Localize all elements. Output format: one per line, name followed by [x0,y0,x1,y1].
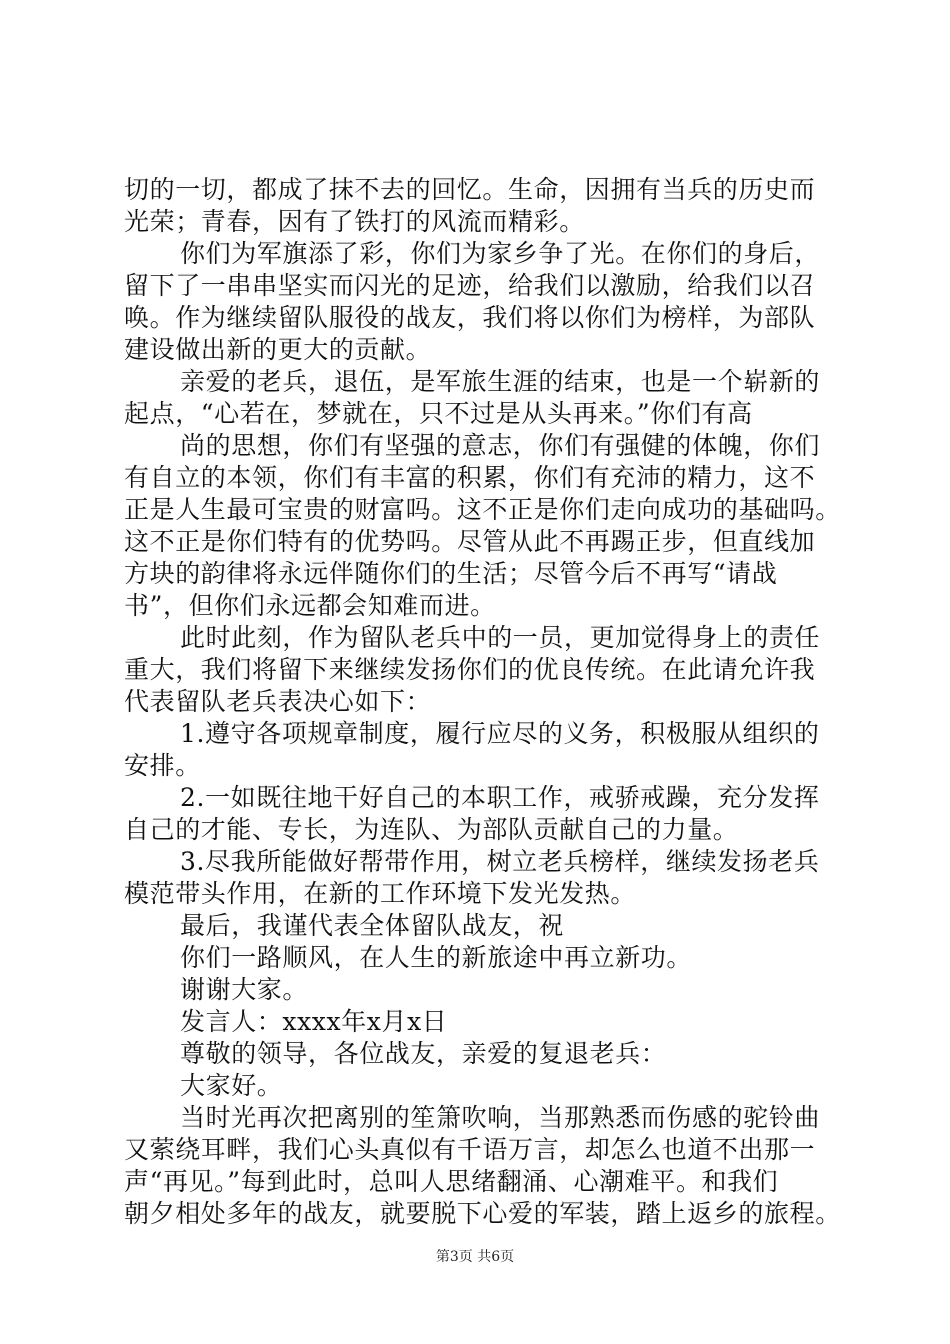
text-line: 建设做出新的更大的贡献。 [124,335,432,364]
text-line: 发言人：xxxx年x月x日 [180,1007,448,1036]
text-line: 又萦绕耳畔，我们心头真似有千语万言，却怎么也道不出那一 [124,1135,816,1164]
text-line: 谢谢大家。 [180,975,309,1004]
text-line: 当时光再次把离别的笙箫吹响，当那熟悉而伤感的驼铃曲 [180,1103,821,1132]
text-line: 大家好。 [180,1071,283,1100]
text-line: 方块的韵律将永远伴随你们的生活；尽管今后不再写“请战 [124,559,778,588]
document-body [124,174,840,1230]
text-line: 此时此刻，作为留队老兵中的一员，更加觉得身上的责任 [180,623,821,652]
text-line: 2.一如既往地干好自己的本职工作，戒骄戒躁，充分发挥 [180,783,820,812]
text-line: 自己的才能、专长，为连队、为部队贡献自己的力量。 [124,815,739,844]
text-line: 1.遵守各项规章制度，履行应尽的义务，积极服从组织的 [180,719,820,748]
text-line: 模范带头作用，在新的工作环境下发光发热。 [124,879,637,908]
text-line: 留下了一串串坚实而闪光的足迹，给我们以激励，给我们以召 [124,271,816,300]
text-line: 书”，但你们永远都会知难而进。 [124,591,496,620]
text-line: 唤。作为继续留队服役的战友，我们将以你们为榜样，为部队 [124,303,816,332]
text-line: 你们一路顺风，在人生的新旅途中再立新功。 [180,943,693,972]
text-line: 这不正是你们特有的优势吗。尽管从此不再踢正步，但直线加 [124,527,816,556]
text-line: 尚的思想，你们有坚强的意志，你们有强健的体魄，你们 [180,431,821,460]
page-number: 第3页 共6页 [435,1249,515,1265]
text-line: 有自立的本领，你们有丰富的积累，你们有充沛的精力，这不 [124,463,816,492]
text-line: 朝夕相处多年的战友，就要脱下心爱的军装，踏上返乡的旅程。 [124,1199,841,1228]
text-line: 重大，我们将留下来继续发扬你们的优良传统。在此请允许我 [124,655,816,684]
text-line: 安排。 [124,751,201,780]
text-line: 光荣；青春，因有了铁打的风流而精彩。 [124,207,585,236]
text-line: 尊敬的领导，各位战友，亲爱的复退老兵： [180,1039,667,1068]
text-line: 亲爱的老兵，退伍，是军旅生涯的结束，也是一个崭新的 [180,367,821,396]
text-line: 切的一切，都成了抹不去的回忆。生命，因拥有当兵的历史而 [124,175,816,204]
text-line: 3.尽我所能做好帮带作用，树立老兵榜样，继续发扬老兵 [180,847,820,876]
text-line: 你们为军旗添了彩，你们为家乡争了光。在你们的身后， [180,239,821,268]
text-line: 起点，“心若在，梦就在，只不过是从头再来。”你们有高 [124,399,753,428]
text-line: 声“再见。”每到此时，总叫人思绪翻涌、心潮难平。和我们 [124,1167,779,1196]
text-line: 正是人生最可宝贵的财富吗。这不正是你们走向成功的基础吗。 [124,495,841,524]
text-line: 代表留队老兵表决心如下： [124,687,432,716]
text-line: 最后，我谨代表全体留队战友，祝 [180,911,565,940]
